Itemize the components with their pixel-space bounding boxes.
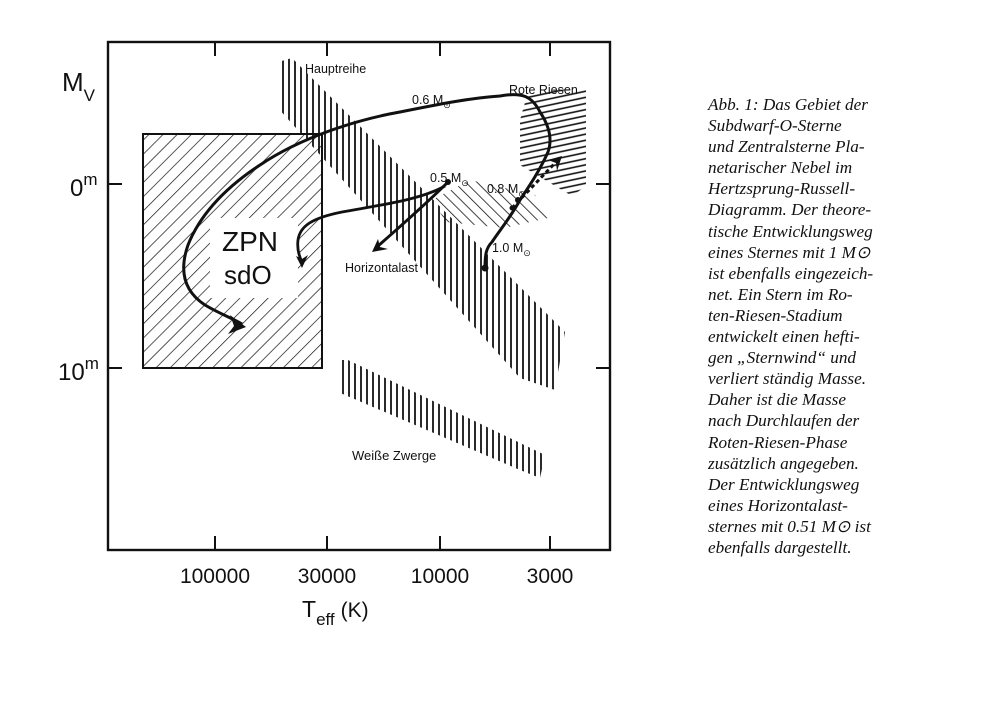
track-start-dot — [482, 265, 489, 272]
label-weisse-zwerge: Weiße Zwerge — [352, 448, 437, 463]
caption-line: net. Ein Stern im Ro- — [708, 284, 853, 304]
caption-line: ebenfalls dargestellt. — [708, 537, 852, 557]
label-hauptreihe: Hauptreihe — [305, 62, 367, 76]
label-mass-1.0: 1.0 $M_⊙$ — [492, 241, 531, 258]
caption-line: Diagramm. Der theore- — [708, 200, 872, 220]
caption-line: netarischer Nebel im — [708, 158, 853, 178]
caption-line: Daher ist die Masse — [708, 390, 846, 410]
label-rote-riesen: Rote Riesen — [509, 83, 578, 97]
y-tick-label-10: 10$^m$ — [58, 354, 99, 386]
label-mass-0.5: 0.5 $M_⊙$ — [430, 171, 469, 188]
figure-caption — [708, 94, 958, 558]
label-sdo: sdO — [224, 260, 272, 290]
x-axis-label: $T_{eff}$ (K) — [302, 596, 369, 629]
x-tick-label-3000: 3000 — [526, 565, 574, 588]
x-tick-label-10000: 10000 — [410, 565, 470, 588]
caption-line: Hertzsprung-Russell- — [708, 179, 856, 199]
caption-line: eines Horizontalast- — [708, 495, 848, 515]
caption-line: tische Entwicklungsweg — [708, 221, 873, 241]
label-mass-0.6: 0.6 $M_⊙$ — [412, 93, 451, 110]
y-axis-label: $M_V$ — [62, 67, 96, 105]
caption-line: Subdwarf-O-Sterne — [708, 116, 842, 136]
label-mass-0.8: 0.8 $M_⊙$ — [487, 182, 526, 199]
caption-line: nach Durchlaufen der — [708, 411, 860, 431]
x-tick-label-100000: 100000 — [179, 565, 251, 588]
caption-line: eines Sternes mit 1 M⊙ — [708, 242, 871, 262]
caption-line: Roten-Riesen-Phase — [708, 432, 848, 452]
y-tick-label-0: 0$^m$ — [70, 170, 98, 202]
label-horizontalast: Horizontalast — [345, 261, 418, 275]
caption-line: zusätzlich angegeben. — [708, 453, 859, 473]
caption-line: verliert ständig Masse. — [708, 369, 867, 389]
label-zpn: ZPN — [222, 226, 278, 257]
caption-line: Abb. 1: Das Gebiet der — [708, 95, 868, 114]
caption-line: entwickelt einen hefti- — [708, 327, 860, 347]
caption-line: gen „Sternwind“ und — [708, 348, 857, 368]
red-giants-region — [520, 88, 586, 196]
caption-line: ist ebenfalls eingezeich- — [708, 263, 874, 283]
caption-line: sternes mit 0.51 M⊙ ist — [708, 516, 871, 536]
caption-line: ten-Riesen-Stadium — [708, 305, 843, 325]
x-tick-label-30000: 30000 — [297, 565, 357, 588]
caption-line: Der Entwicklungsweg — [708, 474, 860, 494]
caption-line: und Zentralsterne Pla- — [708, 137, 865, 157]
